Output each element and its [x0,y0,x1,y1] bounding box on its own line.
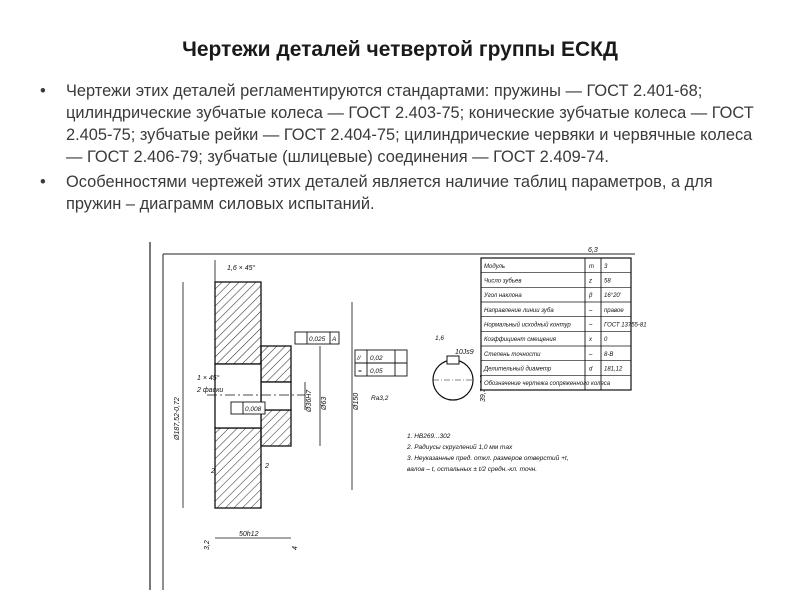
runout-value-1: 0,025 [309,336,326,343]
keyway-view [433,356,473,400]
table-cell-sym: – [589,351,593,358]
note-line: 3. Неуказанные пред. откл. размеров отверстий +t, [407,455,569,462]
dim-two-b: 2 [265,463,269,470]
bullet-marker: • [40,173,46,191]
geometric-tolerance-frame [355,350,407,376]
parallel-symbol: // [357,355,361,362]
parameter-table [481,258,647,390]
gear-section [207,282,305,508]
table-cell-name: Обозначение чертежа сопряженного колеса [484,381,611,388]
parallel-value: 0,02 [370,355,383,362]
table-cell-val: 16°20' [604,293,621,300]
table-cell-name: Делительный диаметр [484,366,552,373]
roughness-top: 6,3 [588,247,598,254]
table-cell-name: Угол наклона [484,293,522,300]
dim-small-right: 4 [292,546,299,550]
table-cell-sym: m [589,263,594,270]
symmetry-symbol: = [358,368,362,375]
roughness-key: 1,6 [435,335,445,342]
slide-title: Чертежи деталей четвертой группы ЕСКД [182,38,618,61]
technical-notes [406,433,569,473]
bullet-text: Особенностями чертежей этих деталей является наличие таблиц параметров, а для пружин – диаграмм силовых испытаний. [66,173,713,213]
table-cell-val: 58 [604,278,611,285]
table-cell-name: Коэффициент смещения [484,337,556,344]
table-cell-sym: d [589,366,593,373]
dim-chamfer-top: 1,6 × 45° [227,265,256,272]
note-line: 1. НВ269...302 [407,433,451,440]
dim-150: Ø150 [353,392,360,410]
dim-bore: Ø36Н7 [306,389,313,412]
table-cell-val: 0 [604,337,608,344]
table-cell-name: Нормальный исходный контур [484,322,571,329]
runout-frame-2 [231,402,265,414]
table-cell-sym: β [589,293,593,300]
note-line: 2. Радиусы скруглений 1,0 мм max [407,444,513,451]
table-cell-val: 181,12 [604,366,623,373]
bullet-marker: • [40,82,46,100]
gear-drawing [145,240,647,590]
roughness-ra: Ra3,2 [371,395,389,402]
runout-frame [295,332,339,344]
table-cell-name: Модуль [484,263,506,270]
table-cell-val: 8-В [604,351,614,358]
table-cell-name: Направление линии зуба [484,307,554,314]
table-cell-sym: x [589,337,592,344]
datum-a: А [332,336,337,343]
table-cell-val: ГОСТ 13755-81 [604,322,647,329]
table-cell-val: правое [604,307,624,314]
table-cell-sym: z [589,278,592,285]
table-cell-sym: – [589,322,593,329]
table-cell-name: Степень точности [484,351,541,358]
dim-small-left: 3,2 [204,540,211,550]
table-cell-sym: – [589,307,593,314]
dim-hub: Ø63 [321,396,328,410]
table-cell-name: Число зубьев [484,278,522,285]
dim-chamfer-left: 1 × 45° [197,375,220,382]
dim-outer-diameter: Ø187,52-0,72 [174,397,181,440]
dim-key-width: 10Js9 [455,349,474,356]
note-line: валов – t, остальных ± t/2 средн.-кл. точн. [407,466,538,473]
bullet-item [40,171,760,215]
symmetry-value: 0,05 [370,368,383,375]
dim-two-a: 2 [211,468,215,475]
dim-width: 50h12 [239,531,259,538]
bullet-item [40,80,760,168]
runout-value-2: 0,008 [245,406,262,413]
bullet-text: Чертежи этих деталей регламентируются стандартами: пружины — ГОСТ 2.401-68; цилиндрические зубчатые колеса — ГОСТ 2.403-75; конические зубчатые колеса — ГОСТ 2.405-75; зубчатые рейки — ГОСТ 2.404-75; цилиндрические червяки и червячные колеса — ГОСТ 2.406-79; зубчатые (шлицевые) соединения — ГОСТ 2.409-74. [66,82,754,166]
dim-facets: 2 фаски [197,387,224,394]
table-cell-val: 3 [604,263,608,270]
bullet-list [40,80,760,218]
